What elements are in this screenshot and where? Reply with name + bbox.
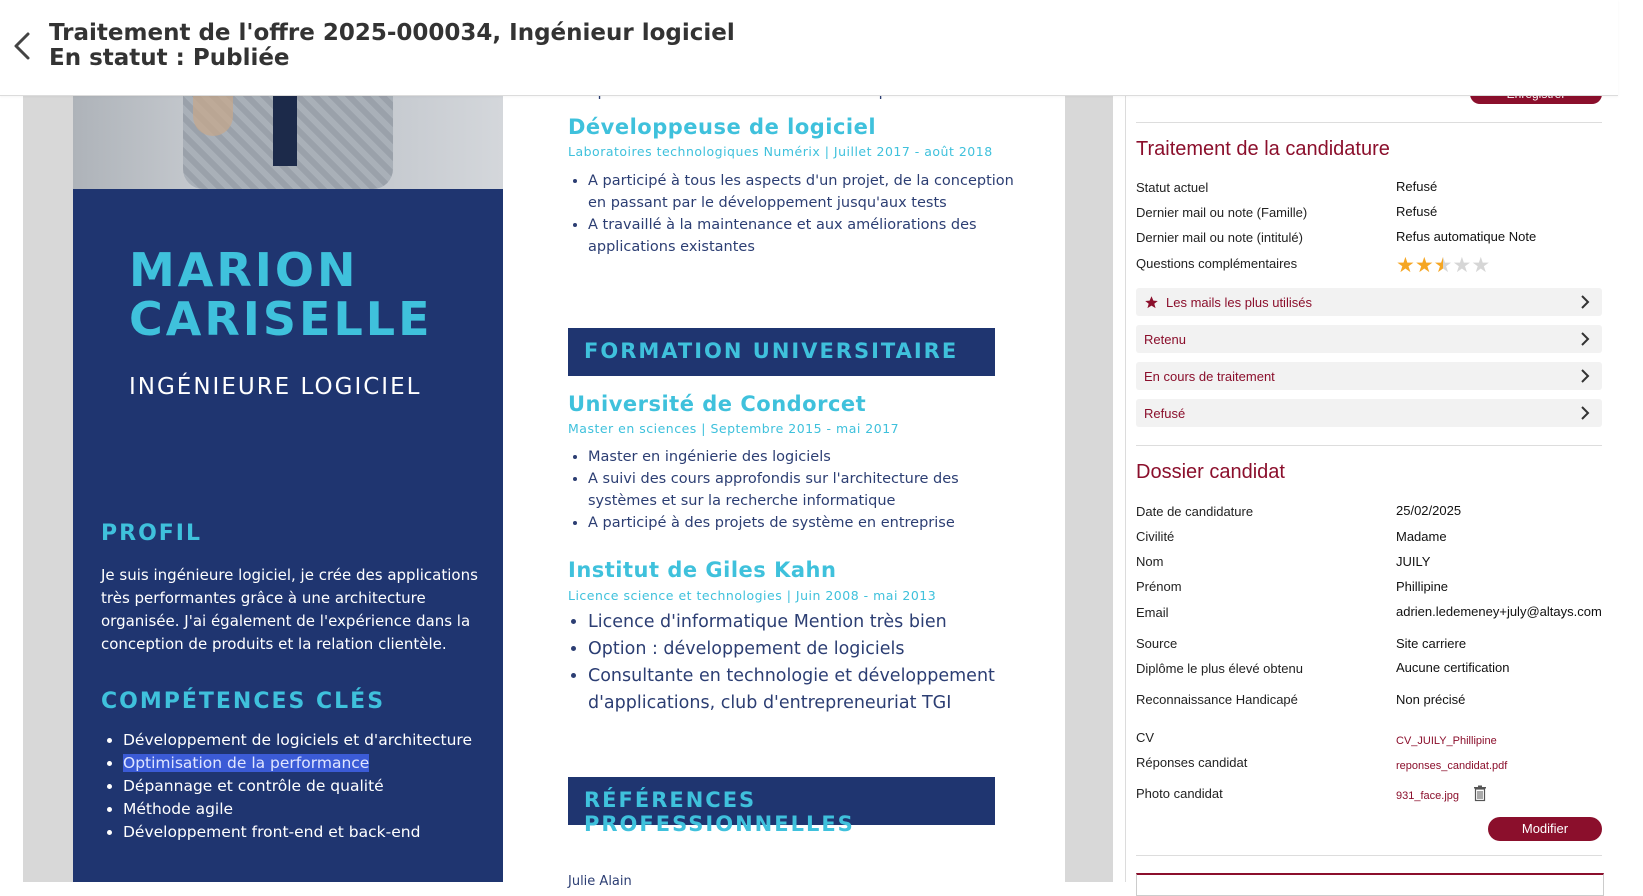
dossier-heading: Dossier candidat xyxy=(1136,461,1285,483)
photo-label: Photo candidat xyxy=(1136,786,1223,801)
chevron-right-icon xyxy=(1578,332,1592,346)
questions-label: Questions complémentaires xyxy=(1136,256,1298,271)
diploma-value: Aucune certification xyxy=(1396,660,1510,675)
references-clipped-text: Julie Alain xyxy=(568,874,632,889)
cv-profil-text: Je suis ingénieure logiciel, je crée des applications très performantes grâce à une architecture organisée. J'ai également de l'expérience dans la conception de produits et la relation clientèle. xyxy=(101,566,478,653)
page-title-status: En statut : Publiée xyxy=(49,45,290,71)
cv-skills-heading: COMPÉTENCES CLÉS xyxy=(101,689,386,714)
source-value: Site carriere xyxy=(1396,636,1467,651)
skill-item-selected-text[interactable]: Optimisation de la performance xyxy=(123,754,370,772)
application-date-value: 25/02/2025 xyxy=(1396,503,1462,518)
firstname-label: Prénom xyxy=(1136,579,1182,594)
divider xyxy=(1136,855,1602,856)
job-bullet: • A travaillé à la maintenance et aux améliorations des applications existantes xyxy=(588,214,1018,258)
page-header xyxy=(0,0,1618,96)
cv-first-name: MARION xyxy=(129,243,359,297)
skill-item: • Développement front-end et back-end xyxy=(123,821,513,844)
skill-item: • Dépannage et contrôle de qualité xyxy=(123,775,513,798)
skill-item: • Méthode agile xyxy=(123,798,513,821)
email-value: adrien.ledemeney+july@altays.com xyxy=(1396,604,1602,619)
accordion-label: Refusé xyxy=(1144,406,1186,421)
education-heading: FORMATION UNIVERSITAIRE xyxy=(568,328,995,376)
candidate-panel xyxy=(1125,96,1619,882)
cv-name xyxy=(129,243,489,346)
school2-subtitle: Licence science et technologies | Juin 2008 - mai 2013 xyxy=(568,588,937,603)
school1-bullets xyxy=(568,446,1018,534)
school2-bullet: • Option : développement de logiciels xyxy=(588,636,1018,663)
school1-bullet: • A suivi des cours approfondis sur l'architecture des systèmes et sur la recherche informatique xyxy=(588,468,1018,512)
accordion-most-used-mails[interactable] xyxy=(1136,288,1602,316)
chevron-right-icon xyxy=(1578,406,1592,420)
accordion-retenu[interactable] xyxy=(1136,325,1602,353)
job-bullet: • A participé à tous les aspects d'un projet, de la conception en passant par le développement jusqu'aux tests xyxy=(588,170,1018,214)
cv-role: INGÉNIEURE LOGICIEL xyxy=(129,374,422,400)
trash-icon[interactable] xyxy=(1473,785,1487,801)
application-date-label: Date de candidature xyxy=(1136,504,1254,519)
last-mail-family-label: Dernier mail ou note (Famille) xyxy=(1136,205,1308,220)
rating-star-icon: ★ xyxy=(1433,254,1453,277)
school1-subtitle: Master en sciences | Septembre 2015 - mai 2017 xyxy=(568,421,900,436)
handicap-value: Non précisé xyxy=(1396,692,1466,707)
divider xyxy=(1136,445,1602,446)
handicap-label: Reconnaissance Handicapé xyxy=(1136,692,1298,707)
cv-viewer[interactable] xyxy=(23,96,1113,889)
firstname-value: Phillipine xyxy=(1396,579,1449,594)
treatment-heading: Traitement de la candidature xyxy=(1136,138,1390,160)
cv-label: CV xyxy=(1136,730,1155,745)
status-value: Refusé xyxy=(1396,179,1438,194)
rating-star-icon: ★ xyxy=(1396,254,1415,277)
responses-label: Réponses candidat xyxy=(1136,755,1248,770)
job-subtitle: Laboratoires technologiques Numérix | Juillet 2017 - août 2018 xyxy=(568,144,993,159)
rating-star-icon: ★ xyxy=(1452,254,1472,277)
school2-title: Institut de Giles Kahn xyxy=(568,558,837,582)
photo-hair xyxy=(193,96,233,136)
photo-tie xyxy=(273,96,297,166)
responses-file-link[interactable]: reponses_candidat.pdf xyxy=(1396,760,1508,772)
source-label: Source xyxy=(1136,636,1178,651)
divider xyxy=(1136,122,1602,123)
cv-left-column xyxy=(73,96,503,882)
cv-file-link[interactable]: CV_JUILY_Phillipine xyxy=(1396,735,1497,747)
cv-page xyxy=(73,96,1065,889)
page-title-line1: Traitement de l'offre 2025-000034, Ingénieur logiciel xyxy=(49,20,735,46)
school2-bullets xyxy=(568,609,1018,717)
photo-file-link[interactable]: 931_face.jpg xyxy=(1396,790,1459,802)
cv-photo xyxy=(73,96,503,189)
skill-item: • Développement de logiciels et d'architecture xyxy=(123,729,513,752)
civility-label: Civilité xyxy=(1136,529,1175,544)
school2-bullet: • Consultante en technologie et développement d'applications, club d'entrepreneuriat TGI xyxy=(588,663,1018,717)
accordion-refuse[interactable] xyxy=(1136,399,1602,427)
last-mail-family-value: Refusé xyxy=(1396,204,1438,219)
cv-last-name: CARISELLE xyxy=(129,292,433,346)
diploma-label: Diplôme le plus élevé obtenu xyxy=(1136,661,1303,676)
school1-title: Université de Condorcet xyxy=(568,392,867,416)
school2-bullet: • Licence d'informatique Mention très bien xyxy=(588,609,1018,636)
last-mail-title-value: Refus automatique Note xyxy=(1396,229,1537,244)
responses-file-wrapper xyxy=(1396,757,1507,772)
accordion-en-cours[interactable] xyxy=(1136,362,1602,390)
rating-star-icon: ★ xyxy=(1471,254,1491,277)
cv-right-column xyxy=(568,96,1014,889)
lastname-label: Nom xyxy=(1136,554,1164,569)
status-label: Statut actuel xyxy=(1136,180,1209,195)
lastname-value: JUILY xyxy=(1396,554,1431,569)
next-section-box xyxy=(1136,873,1604,896)
page-title xyxy=(49,21,735,71)
references-heading: RÉFÉRENCES PROFESSIONNELLES xyxy=(568,777,995,825)
back-arrow-icon[interactable] xyxy=(8,24,38,68)
email-label: Email xyxy=(1136,605,1169,620)
chevron-right-icon xyxy=(1578,295,1592,309)
photo-file-wrapper xyxy=(1396,783,1487,802)
chevron-right-icon xyxy=(1578,369,1592,383)
skill-item xyxy=(123,752,513,775)
accordion-label: Les mails les plus utilisés xyxy=(1166,295,1312,310)
cv-skills-list xyxy=(101,729,513,844)
star-icon xyxy=(1144,295,1159,310)
cv-file-wrapper xyxy=(1396,732,1497,747)
job-title: Développeuse de logiciel xyxy=(568,115,877,139)
civility-value: Madame xyxy=(1396,529,1447,544)
modify-button[interactable]: Modifier xyxy=(1488,817,1602,841)
school1-bullet: • Master en ingénierie des logiciels xyxy=(588,446,1018,468)
accordion-label: Retenu xyxy=(1144,332,1186,347)
job-bullets xyxy=(568,170,1018,258)
last-mail-title-label: Dernier mail ou note (intitulé) xyxy=(1136,230,1303,245)
accordion-label: En cours de traitement xyxy=(1144,369,1275,384)
rating-star-icon: ★ xyxy=(1414,254,1434,277)
school1-bullet: • A participé à des projets de système en entreprise xyxy=(588,512,1018,534)
cv-profil-heading: PROFIL xyxy=(101,521,202,546)
rating-stars xyxy=(1396,256,1490,276)
